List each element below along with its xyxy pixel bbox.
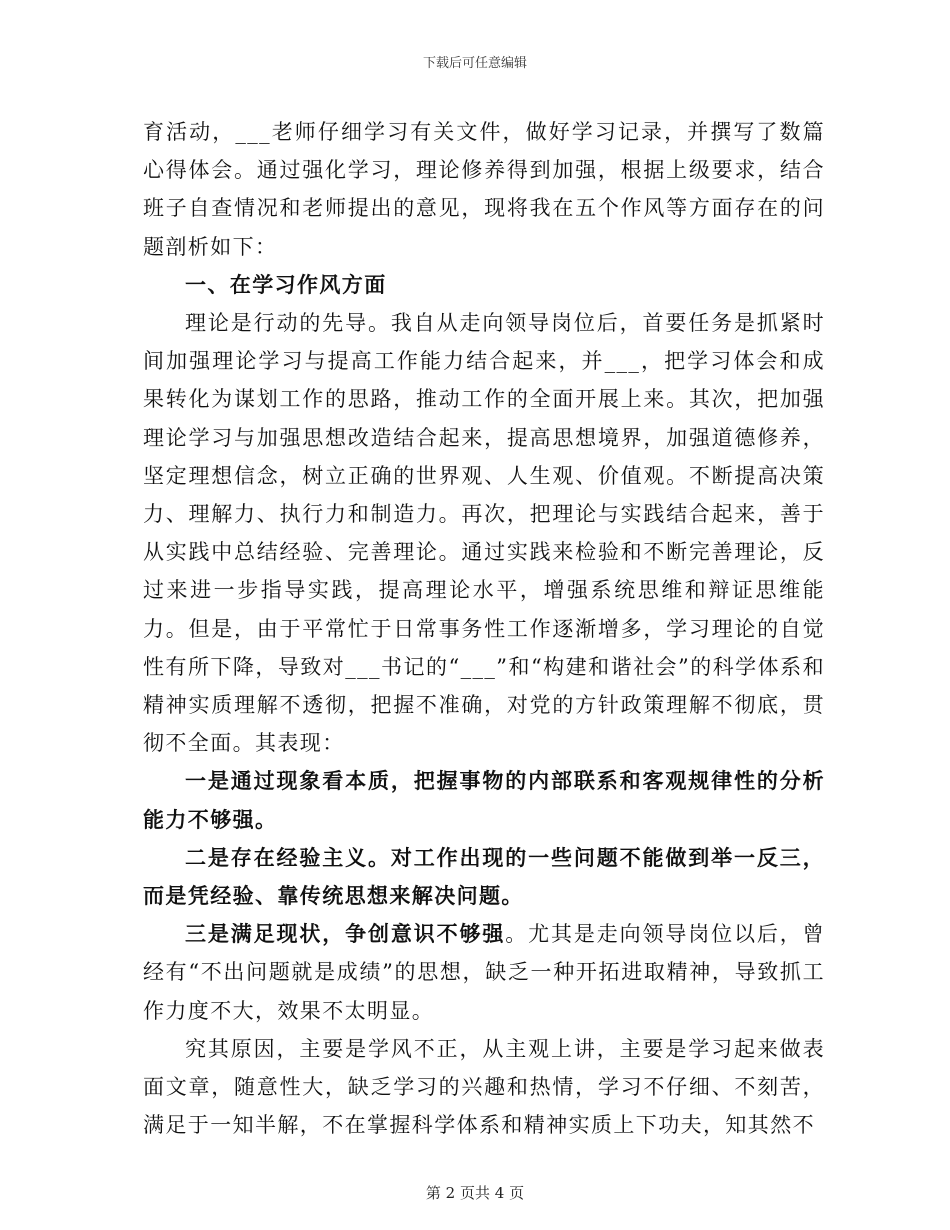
page-footer: 第 2 页共 4 页: [425, 1184, 525, 1202]
section-heading: 一、在学习作风方面: [185, 271, 387, 297]
paragraph-point-three: [143, 915, 825, 1030]
point-three-rest: 。尤其是走向领导岗位以后，曾经有“不出问题就是成绩”的思想，缺乏一种开拓进取精神，导致抓工作力度不大，效果不太明显。: [143, 922, 825, 1023]
page-header: 下载后可任意编辑: [422, 56, 527, 71]
paragraph-study-style: 理论是行动的先导。我自从走向领导岗位后，首要任务是抓紧时间加强理论学习与提高工作能力结合起来，并___，把学习体会和成果转化为谋划工作的思路，推动工作的全面开展上来。其次，把加强理论学习与加强思想改造结合起来，提高思想境界，加强道德修养，坚定理想信念，树立正确的世界观、人生观、价值观。不断提高决策力、理解力、执行力和制造力。再次，把理论与实践结合起来，善于从实践中总结经验、完善理论。通过实践来检验和不断完善理论，反过来进一步指导实践，提高理论水平，增强系统思维和辩证思维能力。但是，由于平常忙于日常事务性工作逐渐增多，学习理论的自觉性有所下降，导致对___书记的“___”和“构建和谐社会”的科学体系和精神实质理解不透彻，把握不准确，对党的方针政策理解不彻底，贯彻不全面。其表现：: [143, 311, 825, 756]
paragraph-point-two: 二是存在经验主义。对工作出现的一些问题不能做到举一反三，而是凭经验、靠传统思想来解决问题。: [143, 844, 825, 909]
document-body: [143, 113, 825, 1144]
paragraph-continuation: 育活动，___老师仔细学习有关文件，做好学习记录，并撰写了数篇心得体会。通过强化学习，理论修养得到加强，根据上级要求，结合班子自查情况和老师提出的意见，现将我在五个作风等方面存在的问题剖析如下：: [143, 120, 825, 259]
paragraph-point-one: 一是通过现象看本质，把握事物的内部联系和客观规律性的分析能力不够强。: [143, 768, 825, 832]
point-three-lead: 三是满足现状，争创意识不够强: [185, 921, 506, 947]
paragraph-causes: 究其原因，主要是学风不正，从主观上讲，主要是学习起来做表面文章，随意性大，缺乏学习的兴趣和热情，学习不仔细、不刻苦，满足于一知半解，不在掌握科学体系和精神实质上下功夫，知其然不: [143, 1036, 825, 1138]
